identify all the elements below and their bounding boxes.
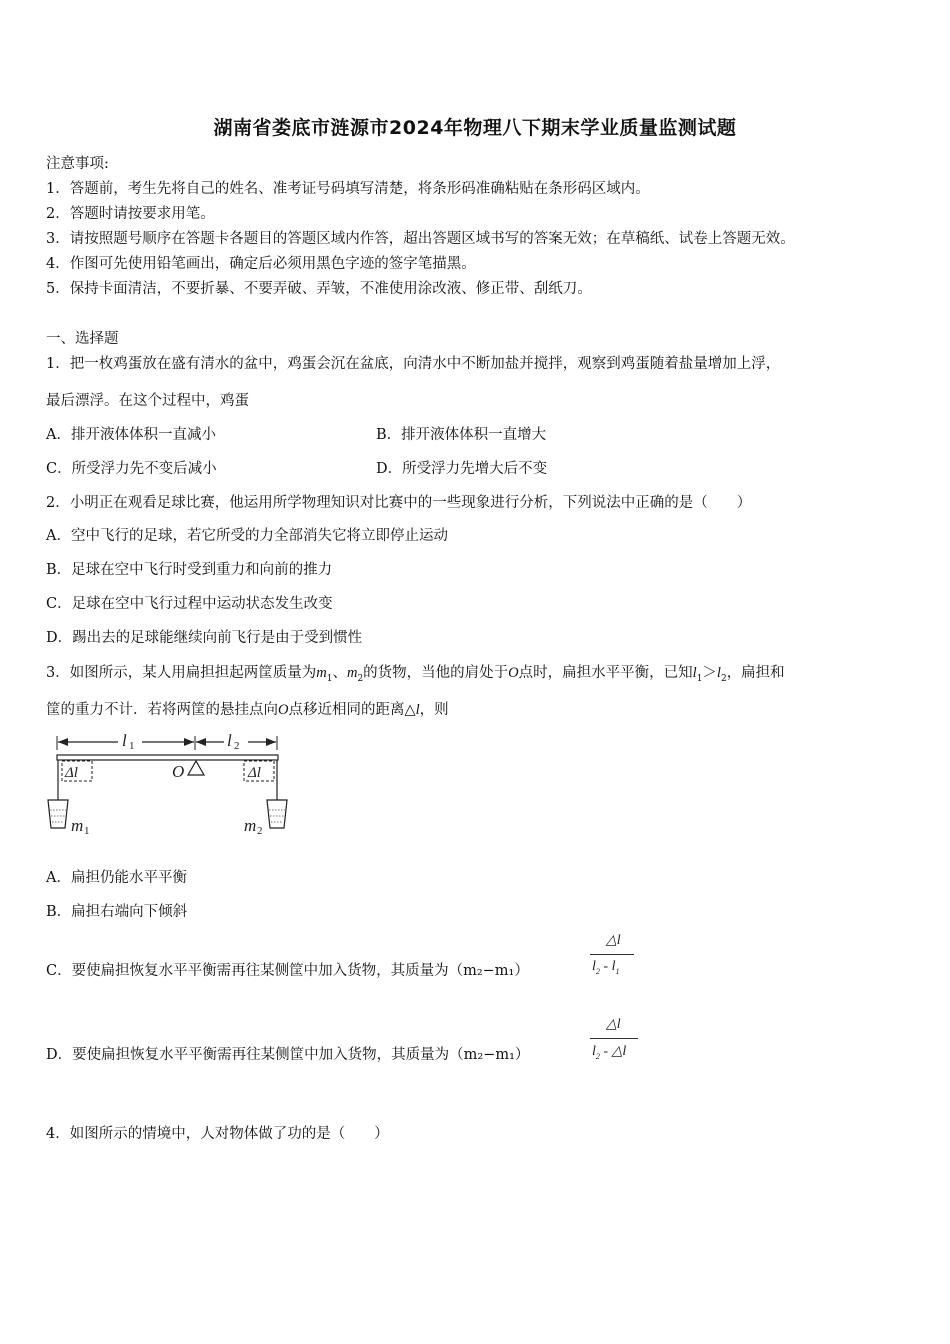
label-l2-sub: 2 <box>234 740 240 752</box>
notice-item-2: 2．答题时请按要求用笔。 <box>46 206 215 222</box>
q3-text: 点移近相同的距离△ <box>288 702 416 718</box>
var-l1-sub: 1 <box>696 673 703 684</box>
frac-d-denominator <box>592 1043 626 1061</box>
fulcrum-triangle <box>188 761 204 775</box>
q3-stem-line1 <box>46 661 785 684</box>
label-m1-sub: 1 <box>84 825 90 837</box>
frac-c-den-b: l <box>611 959 616 974</box>
q3-text: 3．如图所示，某人用扁担担起两筐质量为 <box>46 665 317 681</box>
var-l2-sub: 2 <box>720 673 727 684</box>
var-o: O <box>278 702 289 718</box>
q2-option-a: A．空中飞行的足球，若它所受的力全部消失它将立即停止运动 <box>46 528 448 544</box>
q2-option-d: D．踢出去的足球能继续向前飞行是由于受到惯性 <box>46 630 363 646</box>
q3-c-fraction <box>588 932 638 982</box>
q3-text: 筐的重力不计．若将两筐的悬挂点向 <box>46 702 278 718</box>
notice-item-5: 5．保持卡面清洁，不要折暴、不要弄破、弄皱，不准使用涂改液、修正带、刮纸刀。 <box>46 281 592 297</box>
q3-text: 的货物，当他的肩处于 <box>363 665 509 681</box>
frac-d-numerator: △l <box>606 1017 621 1032</box>
label-l2: l <box>227 731 232 750</box>
label-l1-sub: 1 <box>129 740 135 752</box>
var-m1: m <box>316 665 327 681</box>
label-m1: m <box>71 816 84 835</box>
q2-option-c: C．足球在空中飞行过程中运动状态发生改变 <box>46 596 333 612</box>
notice-item-1: 1．答题前，考生先将自己的姓名、准考证号码填写清楚，将条形码准确粘贴在条形码区域内。 <box>46 181 650 197</box>
notice-heading: 注意事项: <box>46 156 109 172</box>
q1-stem-line2: 最后漂浮。在这个过程中，鸡蛋 <box>46 393 249 409</box>
q1-option-d: D．所受浮力先增大后不变 <box>376 461 548 477</box>
basket-left <box>48 800 68 828</box>
frac-c-op: - <box>599 959 612 974</box>
label-o: O <box>172 762 185 781</box>
label-m2-sub: 2 <box>257 825 263 837</box>
label-m2: m <box>244 816 257 835</box>
q2-option-b: B．足球在空中飞行时受到重力和向前的推力 <box>46 562 333 578</box>
q1-option-a: A．排开液体体积一直减小 <box>46 427 216 443</box>
q3-text: ，则 <box>419 702 449 718</box>
notice-item-4: 4．作图可先使用铅笔画出，确定后必须用黑色字迹的签字笔描黑。 <box>46 256 476 272</box>
frac-c-den-b-sub: 1 <box>615 966 620 976</box>
q1-stem-line1: 1．把一枚鸡蛋放在盛有清水的盆中，鸡蛋会沉在盆底，向清水中不断加盐并搅拌，观察到鸡蛋随着盐量增加上浮， <box>46 356 781 372</box>
q4-stem: 4．如图所示的情境中，人对物体做了功的是（ ） <box>46 1126 389 1142</box>
q3-stem-line2 <box>46 698 449 719</box>
var-l1: l <box>692 665 697 681</box>
frac-d-op: - <box>599 1044 612 1059</box>
label-delta-l-left: Δl <box>65 765 78 781</box>
frac-d-den-a-sub: 2 <box>595 1051 600 1061</box>
frac-c-denominator <box>592 959 619 976</box>
q1-option-c: C．所受浮力先不变后减小 <box>46 461 217 477</box>
label-l1: l <box>122 731 127 750</box>
q3-option-b: B．扁担右端向下倾斜 <box>46 904 188 920</box>
notice-item-3: 3．请按照题号顺序在答题卡各题目的答题区域内作答，超出答题区域书写的答案无效；在草稿纸、试卷上答题无效。 <box>46 231 795 247</box>
q3-shoulder-pole-figure <box>44 728 294 840</box>
frac-c-den-a-sub: 2 <box>595 966 600 976</box>
section-heading: 一、选择题 <box>46 331 119 347</box>
q3-option-d: D．要使扁担恢复水平平衡需再往某侧筐中加入货物，其质量为（m₂−m₁） <box>46 1047 530 1063</box>
q3-option-a: A．扁担仍能水平平衡 <box>46 870 187 886</box>
basket-right <box>267 800 287 828</box>
q3-sep: 、 <box>332 665 347 681</box>
label-delta-l-right: Δl <box>248 765 261 781</box>
var-l2: l <box>716 665 721 681</box>
frac-d-den-b: △l <box>611 1044 627 1059</box>
q3-gt: ＞ <box>702 665 717 681</box>
q3-option-c: C．要使扁担恢复水平平衡需再往某侧筐中加入货物，其质量为（m₂−m₁） <box>46 963 529 979</box>
var-l: l <box>415 702 420 718</box>
frac-d-den-a: l <box>592 1044 596 1059</box>
frac-c-den-a: l <box>592 959 596 974</box>
var-o: O <box>508 665 519 681</box>
q3-d-fraction <box>588 1016 644 1066</box>
var-m2-sub: 2 <box>357 673 364 684</box>
q2-stem: 2．小明正在观看足球比赛，他运用所学物理知识对比赛中的一些现象进行分析，下列说法中正确的是（ ） <box>46 495 752 511</box>
frac-c-numerator: △l <box>606 933 621 948</box>
shoulder-pole <box>57 755 278 760</box>
page-title: 湖南省娄底市涟源市2024年物理八下期末学业质量监测试题 <box>213 117 737 139</box>
q3-text: 点时，扁担水平平衡，已知 <box>518 665 693 681</box>
q3-text: ，扁担和 <box>726 665 785 681</box>
q1-option-b: B．排开液体体积一直增大 <box>376 427 547 443</box>
var-m1-sub: 1 <box>326 673 333 684</box>
var-m2: m <box>346 665 358 681</box>
